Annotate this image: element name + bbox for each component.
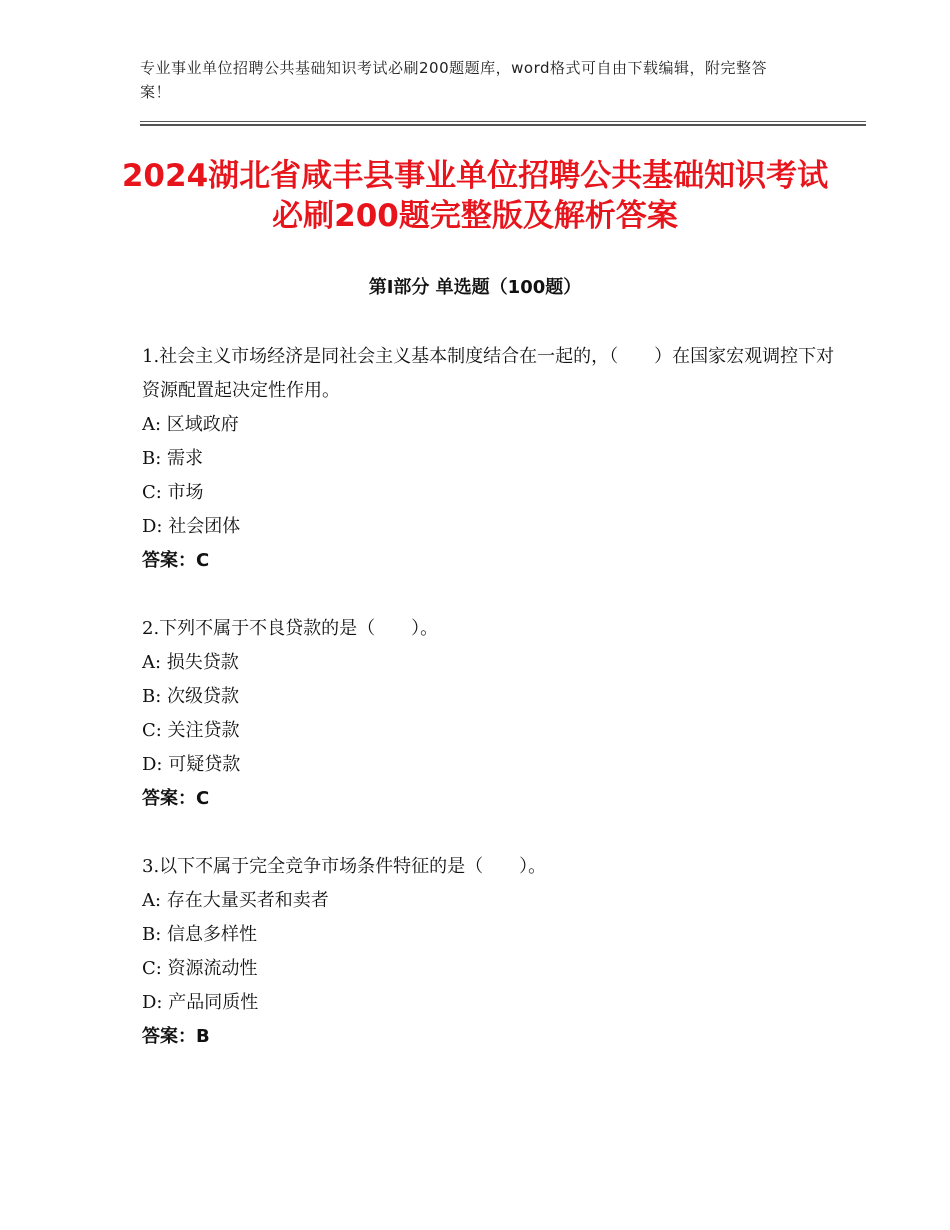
option-c: C: 资源流动性	[142, 958, 258, 979]
option-a: A: 存在大量买者和卖者	[142, 890, 329, 911]
option-b: B: 信息多样性	[142, 924, 258, 945]
question-stem: 3.以下不属于完全竞争市场条件特征的是（ ）。	[142, 856, 547, 877]
option-b: B: 需求	[142, 448, 204, 469]
question-item	[142, 850, 842, 1054]
question-item	[142, 340, 842, 578]
question-list	[142, 340, 842, 1088]
question-stem: 2.下列不属于不良贷款的是（ ）。	[142, 618, 439, 639]
header-divider-thin	[140, 121, 866, 122]
document-title: 2024湖北省咸丰县事业单位招聘公共基础知识考试必刷200题完整版及解析答案	[121, 158, 829, 234]
option-c: C: 关注贷款	[142, 720, 240, 741]
option-d: D: 可疑贷款	[142, 754, 241, 775]
option-d: D: 产品同质性	[142, 992, 259, 1013]
answer-line: 答案：B	[142, 1026, 210, 1047]
question-item	[142, 612, 842, 816]
option-c: C: 市场	[142, 482, 204, 503]
option-d: D: 社会团体	[142, 516, 241, 537]
option-a: A: 损失贷款	[142, 652, 239, 673]
answer-line: 答案：C	[142, 550, 210, 571]
header-divider-thick	[140, 124, 866, 126]
section-heading: 第Ⅰ部分 单选题（100题）	[368, 277, 582, 298]
header-note: 专业事业单位招聘公共基础知识考试必刷200题题库，word格式可自由下载编辑，附完整答案！	[140, 59, 768, 101]
option-b: B: 次级贷款	[142, 686, 240, 707]
question-stem: 1.社会主义市场经济是同社会主义基本制度结合在一起的，（ ）在国家宏观调控下对资源配置起决定性作用。	[142, 346, 835, 401]
answer-line: 答案：C	[142, 788, 210, 809]
option-a: A: 区域政府	[142, 414, 239, 435]
